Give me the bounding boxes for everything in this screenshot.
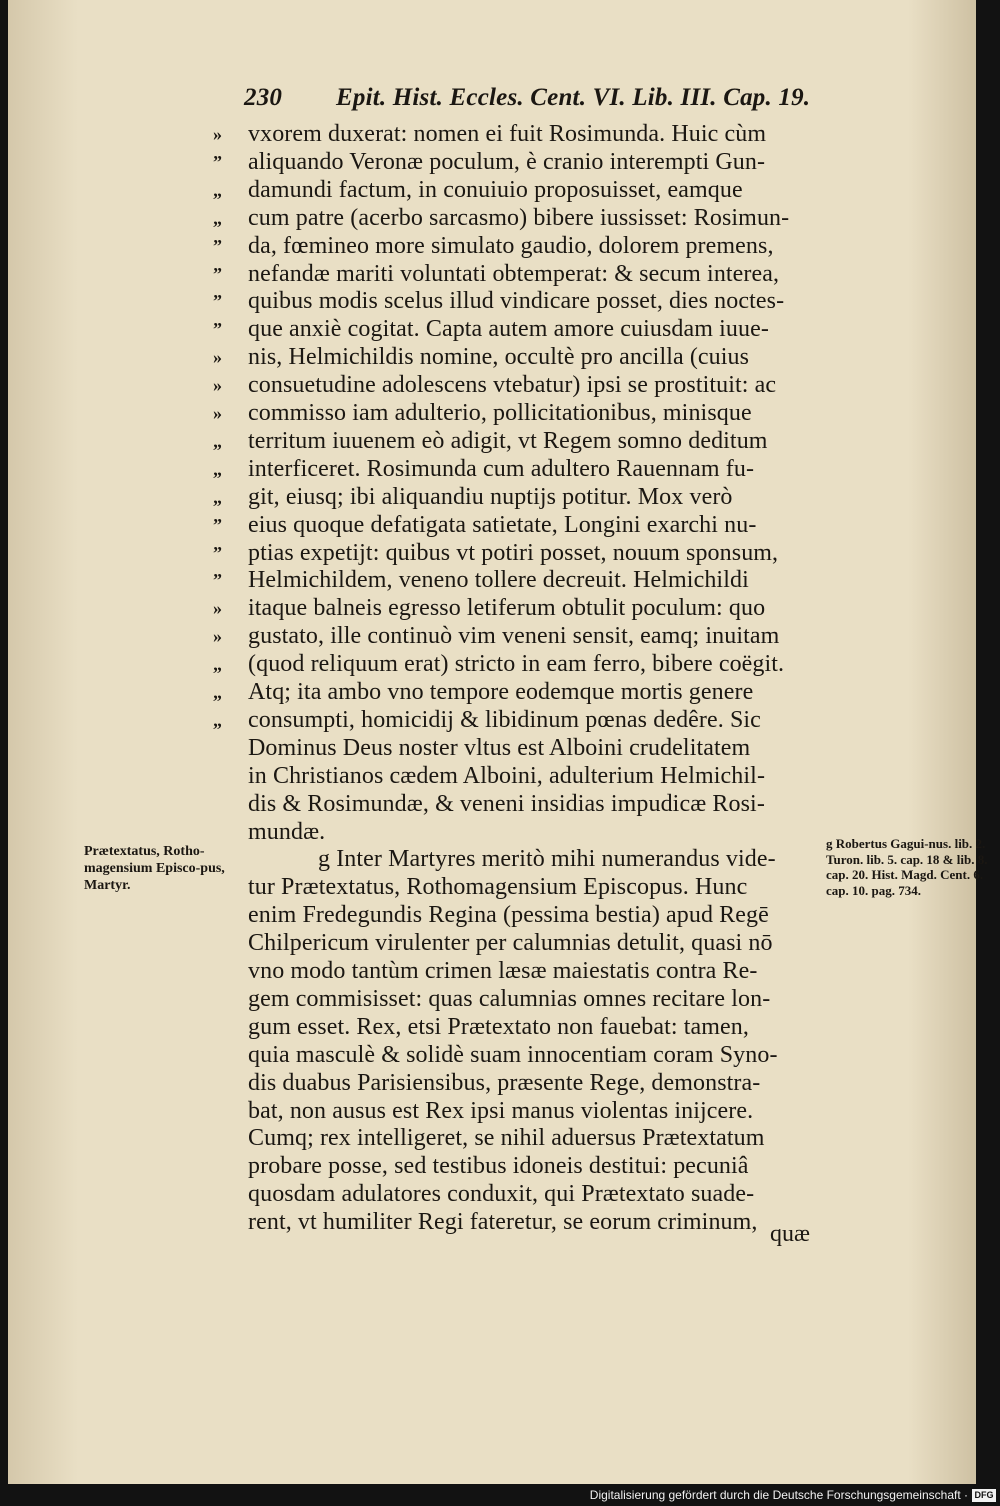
- line-text: da, fœmineo more simulato gaudio, dolorem premens,: [248, 232, 774, 259]
- dfg-logo: DFG: [972, 1489, 996, 1502]
- quotation-mark: »: [213, 403, 222, 423]
- quotation-mark: ”: [213, 514, 222, 535]
- quotation-mark: „: [213, 682, 222, 702]
- text-line: [8, 120, 976, 148]
- text-line: [8, 1124, 976, 1152]
- page-number: 230: [244, 84, 283, 111]
- footer-bar: [0, 1486, 1000, 1506]
- margin-note-right: g Robertus Gagui-nus. lib. 2. Turon. lib. 5. cap. 18 & lib. 8. cap. 20. Hist. Magd. Cent. 6. cap. 10. pag. 734.: [826, 836, 988, 898]
- quotation-mark: ”: [213, 570, 222, 591]
- text-line: [8, 1180, 976, 1208]
- text-line: [8, 399, 976, 427]
- line-text: eius quoque defatigata satietate, Longini exarchi nu-: [248, 511, 757, 538]
- line-text: consuetudine adolescens vtebatur) ipsi se prostituit: ac: [248, 372, 777, 399]
- line-text: gustato, ille continuò vim veneni sensit, eamq; inuitam: [248, 623, 780, 650]
- text-line: [8, 985, 976, 1013]
- footer-credit: Digitalisierung gefördert durch die Deutsche Forschungsgemeinschaft ·: [589, 1488, 968, 1502]
- line-text: nis, Helmichildis nomine, occultè pro ancilla (cuius: [248, 344, 750, 371]
- line-text: bat, non ausus est Rex ipsi manus violentas inijcere.: [248, 1097, 754, 1124]
- text-line: [8, 371, 976, 399]
- text-line: [8, 957, 976, 985]
- line-text: commisso iam adulterio, pollicitationibus, minisque: [248, 400, 752, 426]
- line-text: Cumq; rex intelligeret, se nihil aduersus Prætextatum: [248, 1125, 765, 1152]
- line-text: interficeret. Rosimunda cum adultero Rauennam fu-: [248, 455, 755, 482]
- line-text: (quod reliquum erat) stricto in eam ferro, bibere coëgit.: [248, 651, 785, 678]
- quotation-mark: ”: [213, 235, 222, 256]
- quotation-mark: ”: [213, 291, 222, 312]
- line-text: dis & Rosimundæ, & veneni insidias impudicæ Rosi-: [248, 790, 765, 817]
- line-text: probare posse, sed testibus idoneis destitui: pecuniâ: [248, 1153, 749, 1180]
- text-line: [8, 483, 976, 511]
- text-line: [8, 1152, 976, 1180]
- quotation-mark: ”: [213, 319, 222, 340]
- text-line: [8, 1097, 976, 1125]
- text-line: [8, 204, 976, 232]
- quotation-mark: ”: [213, 263, 222, 284]
- quotation-mark: »: [213, 626, 222, 647]
- text-line: [8, 678, 976, 706]
- text-line: [8, 232, 976, 260]
- text-line: [8, 539, 976, 567]
- text-line: [8, 566, 976, 594]
- line-text: itaque balneis egresso letiferum obtulit poculum: quo: [248, 595, 766, 622]
- text-line: [8, 1013, 976, 1041]
- text-line: [8, 427, 976, 455]
- line-text: Helmichildem, veneno tollere decreuit. Helmichildi: [248, 567, 749, 594]
- text-line: [8, 315, 976, 343]
- running-title: Epit. Hist. Eccles. Cent. VI. Lib. III. Cap. 19.: [336, 84, 811, 111]
- line-text: enim Fredegundis Regina (pessima bestia) apud Regē: [248, 902, 769, 929]
- line-text: vxorem duxerat: nomen ei fuit Rosimunda. Huic cùm: [248, 121, 767, 147]
- text-line: [8, 511, 976, 539]
- catchword: quæ: [770, 1221, 811, 1247]
- text-line: [8, 148, 976, 176]
- text-line: [8, 1041, 976, 1069]
- line-text: gum esset. Rex, etsi Prætextato non fauebat: tamen,: [248, 1013, 749, 1040]
- text-line: [8, 929, 976, 957]
- line-text: nefandæ mariti voluntati obtemperat: & secum interea,: [248, 260, 780, 287]
- line-text: rent, vt humiliter Regi fateretur, se eorum criminum,: [248, 1209, 758, 1236]
- line-text: aliquando Veronæ poculum, è cranio interempti Gun-: [248, 148, 766, 175]
- quotation-mark: »: [213, 375, 222, 396]
- quotation-mark: ”: [213, 542, 222, 563]
- running-header: [244, 84, 811, 112]
- line-text: damundi factum, in conuiuio proposuisset, eamque: [248, 176, 743, 203]
- line-text: dis duabus Parisiensibus, præsente Rege, demonstra-: [248, 1069, 761, 1096]
- line-text: Chilpericum virulenter per calumnias detulit, quasi nō: [248, 930, 773, 957]
- line-text: quia masculè & solidè suam innocentiam coram Syno-: [248, 1041, 778, 1068]
- text-line: [8, 1069, 976, 1097]
- book-page: [8, 0, 988, 1484]
- text-line: [8, 260, 976, 288]
- line-text: Dominus Deus noster vltus est Alboini crudelitatem: [248, 734, 751, 761]
- line-text: que anxiè cogitat. Capta autem amore cuiusdam iuue-: [248, 316, 769, 343]
- text-line: [8, 1208, 976, 1236]
- quotation-mark: „: [213, 179, 222, 200]
- quotation-mark: „: [213, 207, 222, 228]
- line-text: territum iuuenem eò adigit, vt Regem somno deditum: [248, 427, 768, 454]
- line-text: consumpti, homicidij & libidinum pœnas dedêre. Sic: [248, 706, 761, 733]
- quotation-mark: ”: [213, 151, 222, 172]
- line-text: quibus modis scelus illud vindicare posset, dies noctes-: [248, 288, 785, 315]
- text-line: [8, 594, 976, 622]
- text-line: [8, 455, 976, 483]
- quotation-mark: „: [213, 430, 222, 451]
- line-text: quosdam adulatores conduxit, qui Prætextato suade-: [248, 1181, 755, 1208]
- quotation-mark: „: [213, 458, 222, 479]
- text-line: [8, 343, 976, 371]
- text-line: [8, 901, 976, 929]
- quotation-mark: „: [213, 654, 222, 675]
- line-text: gem commisisset: quas calumnias omnes recitare lon-: [248, 985, 771, 1012]
- quotation-mark: „: [213, 709, 222, 730]
- text-line: [8, 176, 976, 204]
- quotation-mark: »: [213, 124, 222, 144]
- line-text: ptias expetijt: quibus vt potiri posset, nouum sponsum,: [248, 539, 779, 566]
- text-line: [8, 287, 976, 315]
- line-text: cum patre (acerbo sarcasmo) bibere iussisset: Rosimun-: [248, 204, 790, 231]
- text-line: [8, 734, 976, 762]
- quotation-mark: »: [213, 347, 222, 368]
- line-text: g Inter Martyres meritò mihi numerandus vide-: [318, 846, 776, 873]
- text-line: [8, 790, 976, 818]
- line-text: vno modo tantùm crimen læsæ maiestatis contra Re-: [248, 958, 758, 984]
- line-text: Atq; ita ambo vno tempore eodemque mortis genere: [248, 679, 754, 705]
- line-text: git, eiusq; ibi aliquandiu nuptijs potitur. Mox verò: [248, 483, 733, 510]
- text-line: [8, 762, 976, 790]
- quotation-mark: „: [213, 486, 222, 507]
- line-text: tur Prætextatus, Rothomagensium Episcopus. Hunc: [248, 874, 748, 901]
- line-text: mundæ.: [248, 818, 326, 845]
- text-line: [8, 650, 976, 678]
- line-text: in Christianos cædem Alboini, adulterium Helmichil-: [248, 762, 766, 789]
- text-line: [8, 622, 976, 650]
- margin-note-left: Prætextatus, Rotho-magensium Episco-pus, Martyr.: [84, 844, 225, 893]
- text-line: [8, 706, 976, 734]
- quotation-mark: »: [213, 598, 222, 619]
